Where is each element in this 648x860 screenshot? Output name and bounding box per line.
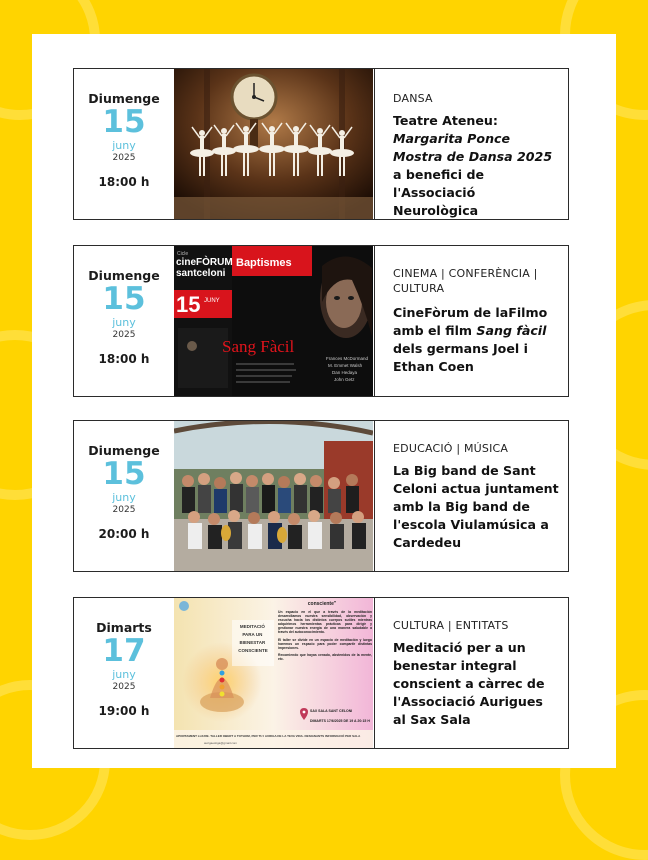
flyer-heading-line: PARA UN xyxy=(242,632,263,637)
event-title-italic: Margarita Ponce Mostra de Dansa 2025 xyxy=(393,131,553,164)
film-poster xyxy=(174,246,373,396)
flyer-when: DIMARTS 17/6/2025 DE 19 A 20:15 H xyxy=(310,719,370,723)
poster-credit: Frances McDormand xyxy=(326,356,369,361)
flyer-heading-line: MEDITACIÓ xyxy=(239,624,265,629)
month: juny xyxy=(112,491,136,504)
event-category: CULTURA | ENTITATS xyxy=(393,619,509,632)
month: juny xyxy=(112,668,136,681)
event-title-pre: CineFòrum de laFilmo amb el film xyxy=(393,305,548,338)
event-time: 18:00 h xyxy=(98,352,150,366)
big-band-group-photo xyxy=(174,421,373,571)
day-number: 17 xyxy=(102,633,146,669)
ballet-photo xyxy=(174,69,373,219)
month: juny xyxy=(112,139,136,152)
event-time: 19:00 h xyxy=(98,704,150,718)
event-title[interactable]: La Big band de Sant Celoni actua juntament amb la Big band de l'escola Viulamúsica a Cardedeu xyxy=(393,463,559,550)
meditation-flyer xyxy=(174,598,373,748)
month: juny xyxy=(112,316,136,329)
event-title[interactable] xyxy=(393,112,560,220)
poster-series-line2: santceloni xyxy=(176,268,226,279)
event-date xyxy=(74,598,174,748)
weekday: Diumenge xyxy=(88,443,160,458)
day-number: 15 xyxy=(102,281,146,317)
events-panel xyxy=(32,34,616,768)
poster-date-number: 15 xyxy=(176,292,201,317)
event-card-meditacio[interactable] xyxy=(73,597,569,749)
poster-credit: M. Emmet Walsh xyxy=(328,363,363,368)
event-card-cineforum[interactable] xyxy=(73,245,569,397)
year: 2025 xyxy=(112,505,136,515)
svg-text:Cicle: Cicle xyxy=(177,251,189,257)
event-title-italic: Sang fàcil xyxy=(476,323,547,338)
event-category: CINEMA | CONFERÈNCIA | CULTURA xyxy=(393,267,538,295)
event-time: 18:00 h xyxy=(98,175,150,189)
flyer-heading-line: BIENESTAR xyxy=(239,640,266,645)
year: 2025 xyxy=(112,330,136,340)
flyer-footer: APORTAMENT LLIURE. TALLER OBERT A TOTHOM, PER TU I AURIGA DE LA TEVA VIDA. DESIGNANTS INFORMACIÓ PER SALA xyxy=(176,734,361,738)
event-title[interactable]: Meditació per a un benestar integral conscient a càrrec de l'Associació Aurigues al Sax Sala xyxy=(393,640,545,727)
event-time: 20:00 h xyxy=(98,527,150,541)
weekday: Diumenge xyxy=(88,268,160,283)
event-title-rest: a benefici de l'Associació Neurològica xyxy=(393,167,485,218)
event-info xyxy=(374,246,568,396)
event-date xyxy=(74,246,174,396)
flyer-venue: SAX SALA SANT CELONI xyxy=(310,709,353,713)
flyer-heading-line: CONSCIENTE xyxy=(238,648,268,653)
event-card-big-band[interactable] xyxy=(73,420,569,572)
year: 2025 xyxy=(112,153,136,163)
event-date xyxy=(74,421,174,571)
weekday: Dimarts xyxy=(96,620,152,635)
event-info xyxy=(374,421,568,571)
poster-date-month: JUNY xyxy=(204,298,220,304)
flyer-text2: El taller se divide en un espacio de meditación y luego haremos un espacio para poder compartir distintas impresiones. xyxy=(278,637,372,650)
weekday: Diumenge xyxy=(88,91,160,106)
day-number: 15 xyxy=(102,456,146,492)
poster-theme: Baptismes xyxy=(236,257,292,269)
flyer-text1: Un espacio en el que a través de la meditación desarrollamos nuestra sensibilidad, observación y escucha hacia los distintos cuerpos sutiles mientras adquirimos herramientas prácticas para dirigir y gestionar nuestra energía de una manera saludable a través del autoconocimiento. xyxy=(278,610,372,635)
flyer-quote: consciente" xyxy=(307,601,337,607)
poster-film-title: Sang Fàcil xyxy=(222,337,295,356)
flyer-email: aurigaestiga@gmail.com xyxy=(204,741,238,745)
event-date xyxy=(74,69,174,219)
year: 2025 xyxy=(112,682,136,692)
event-card-dansa[interactable] xyxy=(73,68,569,220)
day-number: 15 xyxy=(102,104,146,140)
event-info xyxy=(374,69,568,219)
poster-credit: John Getz xyxy=(334,377,355,382)
flyer-text3: Recomiendo que hayas cenado, abstenidos de la mente, etc. xyxy=(278,652,372,661)
event-title-post: dels germans Joel i Ethan Coen xyxy=(393,341,528,374)
poster-series-line1: cineFÒRUM xyxy=(176,257,233,268)
event-category: EDUCACIÓ | MÚSICA xyxy=(393,442,509,455)
event-title[interactable] xyxy=(393,304,560,376)
event-info xyxy=(374,598,568,748)
event-title-line1: Teatre Ateneu: xyxy=(393,113,498,128)
event-category: DANSA xyxy=(393,92,433,105)
poster-credit: Dan Hedaya xyxy=(332,370,358,375)
